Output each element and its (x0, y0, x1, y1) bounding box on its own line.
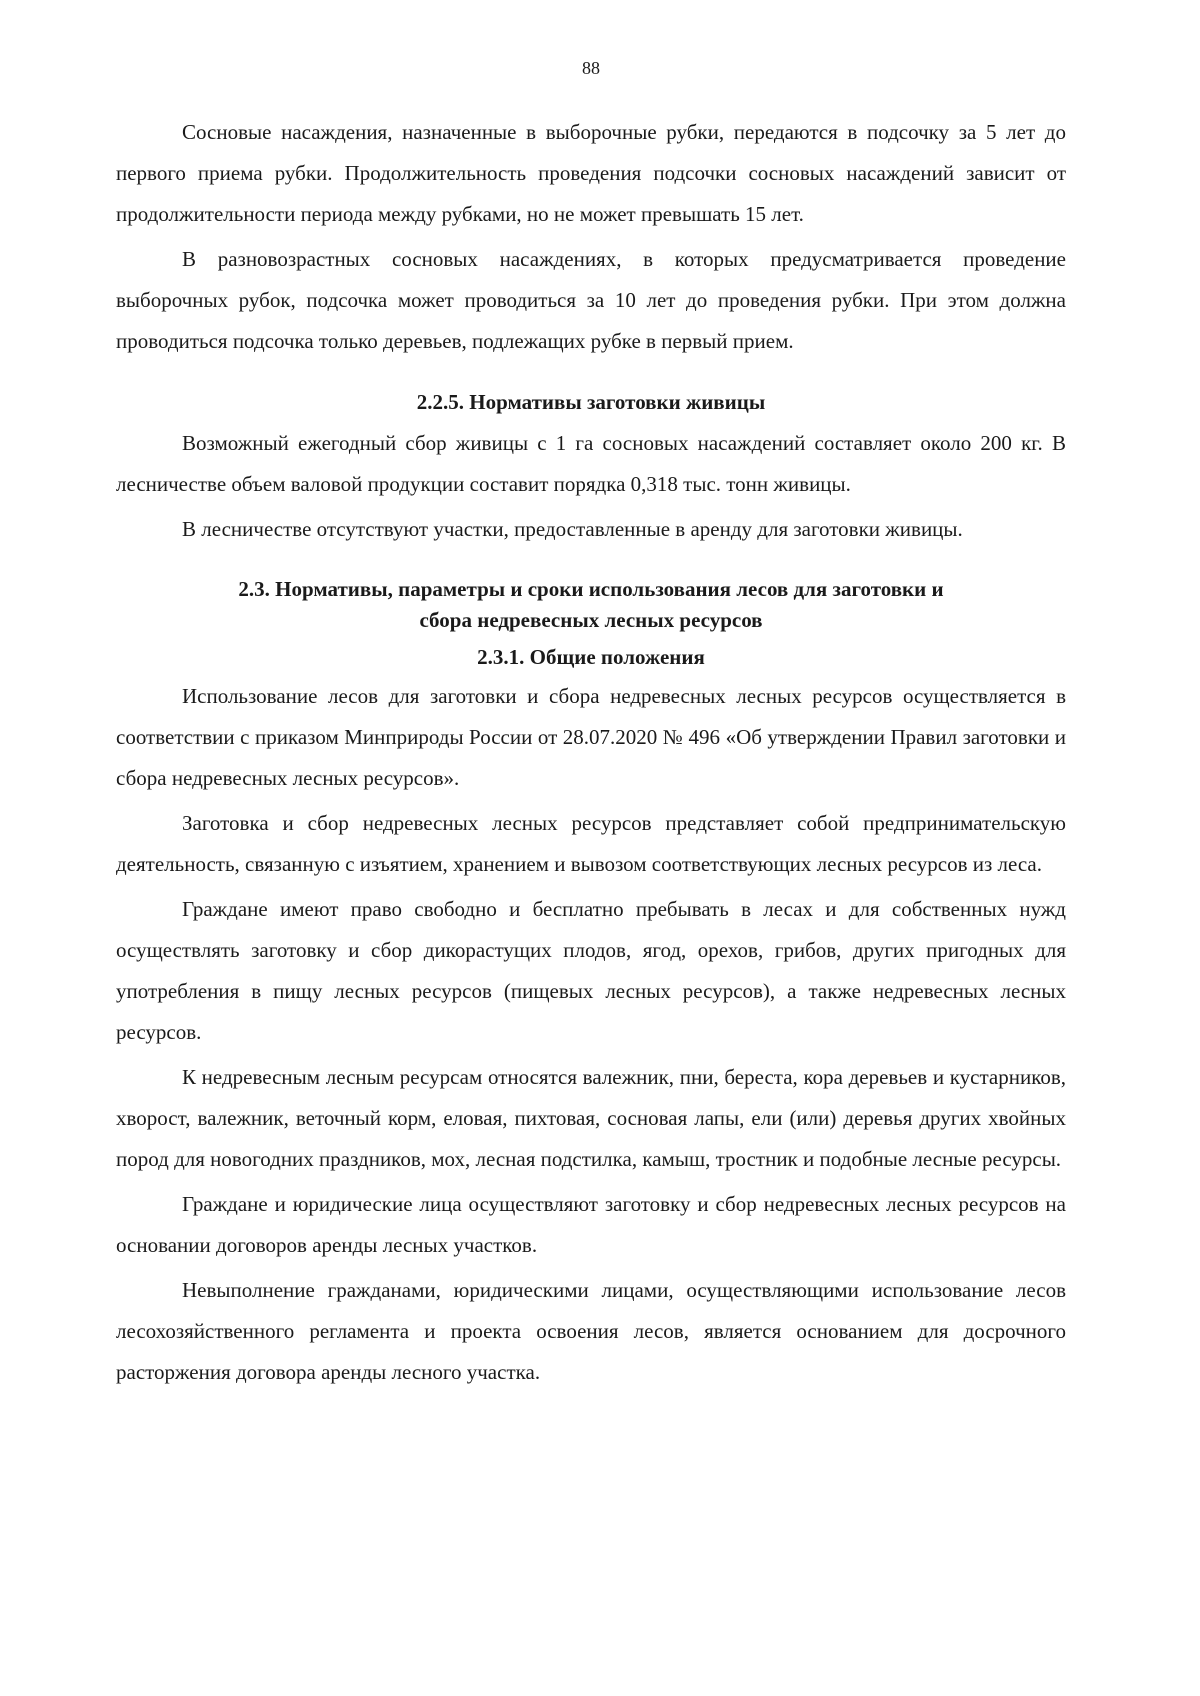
paragraph: Заготовка и сбор недревесных лесных ресурсов представляет собой предпринимательскую деятельность, связанную с изъятием, хранением и вывозом соответствующих лесных ресурсов из леса. (116, 811, 1066, 876)
section-heading-2-2-5: 2.2.5. Нормативы заготовки живицы (416, 390, 766, 414)
page-content (116, 112, 1066, 1393)
paragraph: Использование лесов для заготовки и сбора недревесных лесных ресурсов осуществляется в соответствии с приказом Минприроды России от 28.07.2020 № 496 «Об утверждении Правил заготовки и сбора недревесных лесных ресурсов». (116, 684, 1066, 790)
section-heading-2-3: 2.3. Нормативы, параметры и сроки использования лесов для заготовки и сбора недревесных лесных ресурсов (238, 577, 944, 632)
paragraph: Невыполнение гражданами, юридическими лицами, осуществляющими использование лесов лесохозяйственного регламента и проекта освоения лесов, является основанием для досрочного расторжения договора аренды лесного участка. (116, 1278, 1066, 1384)
paragraph: В лесничестве отсутствуют участки, предоставленные в аренду для заготовки живицы. (182, 517, 963, 541)
paragraph: Возможный ежегодный сбор живицы с 1 га сосновых насаждений составляет около 200 кг. В лесничестве объем валовой продукции составит порядка 0,318 тыс. тонн живицы. (116, 431, 1066, 496)
paragraph: Граждане и юридические лица осуществляют заготовку и сбор недревесных лесных ресурсов на основании договоров аренды лесных участков. (116, 1192, 1066, 1257)
page-number: 88 (582, 58, 600, 78)
paragraph: К недревесным лесным ресурсам относятся валежник, пни, береста, кора деревьев и кустарников, хворост, валежник, веточный корм, еловая, пихтовая, сосновая лапы, ели (или) деревья других хвойных пород для новогодних праздников, мох, лесная подстилка, камыш, тростник и подобные лесные ресурсы. (116, 1065, 1066, 1171)
paragraph: В разновозрастных сосновых насаждениях, в которых предусматривается проведение выборочных рубок, подсочка может проводиться за 10 лет до проведения рубки. При этом должна проводиться подсочка только деревьев, подлежащих рубке в первый прием. (116, 247, 1066, 353)
paragraph: Граждане имеют право свободно и бесплатно пребывать в лесах и для собственных нужд осуществлять заготовку и сбор дикорастущих плодов, ягод, орехов, грибов, других пригодных для употребления в пищу лесных ресурсов (пищевых лесных ресурсов), а также недревесных лесных ресурсов. (116, 897, 1066, 1044)
section-heading-2-3-1: 2.3.1. Общие положения (477, 645, 705, 669)
document-page (116, 0, 1066, 1696)
paragraph: Сосновые насаждения, назначенные в выборочные рубки, передаются в подсочку за 5 лет до первого приема рубки. Продолжительность проведения подсочки сосновых насаждений зависит от продолжительности периода между рубками, но не может превышать 15 лет. (116, 120, 1066, 226)
